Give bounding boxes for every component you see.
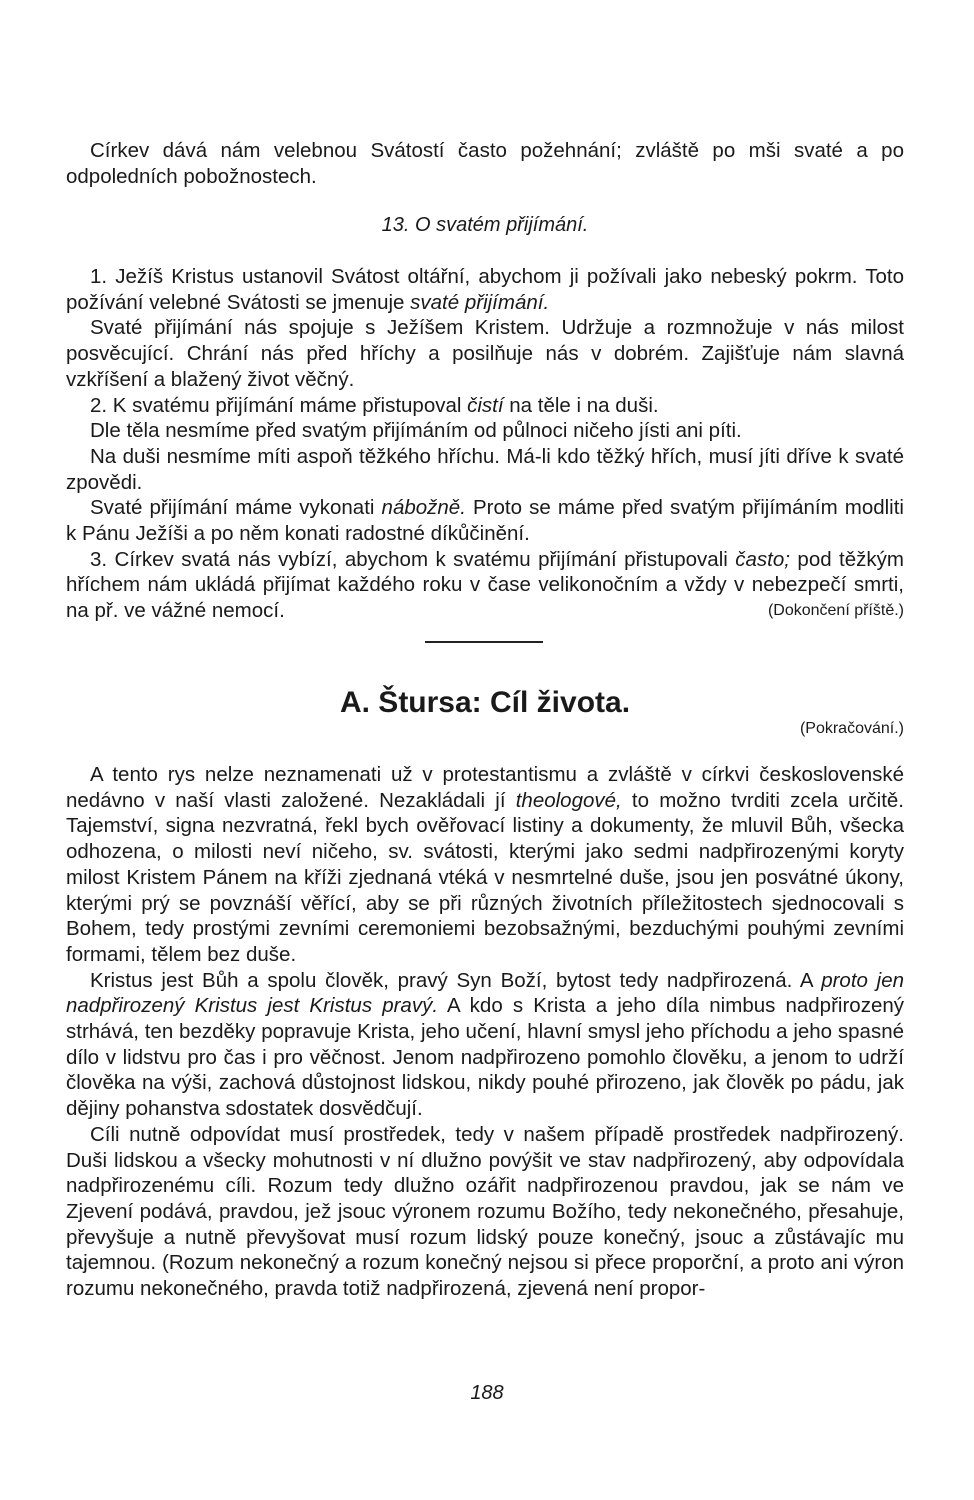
paragraph — [66, 495, 904, 546]
paragraph — [66, 547, 904, 624]
paragraph: Na duši nesmíme míti aspoň těžkého hříchu. Má-li kdo těžký hřích, musí jíti dříve k svaté zpovědi. — [66, 444, 904, 494]
section-divider — [425, 641, 543, 643]
page-number: 188 — [470, 1382, 504, 1404]
text-span: A tento rys nelze neznamenati už v protestantismu a zvláště v církvi československé nedávno v naší vlasti založené. Nezakládali jí — [66, 763, 904, 812]
continued-label: (Pokračování.) — [799, 720, 904, 737]
section-13 — [66, 214, 904, 237]
emphasis: svaté přijímání. — [410, 290, 550, 314]
paragraph — [66, 393, 904, 419]
intro-block — [66, 138, 904, 189]
text-span: 1. Ježíš Kristus ustanovil Svátost oltářní, abychom ji požívali jako nebeský pokrm. Toto požívání velebné Svátosti se jmenuje — [66, 265, 904, 314]
text-span: 2. K svatému přijímání máme přistupoval — [90, 393, 468, 417]
emphasis: theologové, — [515, 788, 622, 812]
section-13-body — [66, 264, 904, 624]
paragraph: Cíli nutně odpovídat musí prostředek, tedy v našem případě prostředek nadpřirozený. Duši lidskou a všecky mohutnosti v ní dlužno povýšit ve stav nadpřirozený, aby odpovídala nadpřirozenému cíli. Rozum tedy dlužno ozářit nadpřirozenou pravdou, jak se nám ve Zjevení podává, pravdou, jež jsouc výronem rozumu Božího, tedy nekonečného, přesahuje, převyšuje a nutně převyšovat musí rozum lidský pouze konečný, jsouc a zůstávajíc mu tajemnou. (Rozum nekonečný a rozum konečný nejsou si přece proporční, a proto ani výron rozumu nekonečného, pravda totiž nadpřirozená, zjevená není propor- — [66, 1122, 904, 1301]
text-span: Proto se máme před svatým přijímáním modliti k Pánu Ježíši a po něm konati radostné díkůčinění. — [66, 496, 904, 546]
emphasis: čistí — [467, 393, 504, 417]
paragraph: Svaté přijímání nás spojuje s Ježíšem Kristem. Udržuje a rozmnožuje v nás milost posvěcující. Chrání nás před hříchy a posilňuje nás v dobrém. Zajišťuje nám slavná vzkříšení a blažený život věčný. — [66, 316, 904, 391]
text-span: pod těžkým hříchem nám ukládá přijímat každého roku v čase velikonočním a vždy v nebezpečí smrti, na př. ve vážné nemocí. — [66, 547, 904, 623]
text-span: Svaté přijímání máme vykonati — [90, 496, 382, 520]
paragraph — [66, 762, 904, 968]
continued-note: (Dokončení příště.) — [767, 602, 904, 620]
article-continued — [66, 720, 904, 738]
article-header — [66, 686, 904, 720]
article-body — [66, 762, 904, 1302]
paragraph: Dle těla nesmíme před svatým přijímáním od půlnoci ničeho jísti ani píti. — [90, 419, 742, 443]
emphasis: nábožně. — [381, 496, 466, 520]
intro-paragraph: Církev dává nám velebnou Svátostí často požehnání; zvláště po mši svaté a po odpoledních pobožnostech. — [66, 139, 904, 188]
text-span: na těle i na duši. — [503, 393, 659, 417]
text-span: 3. Církev svatá nás vybízí, abychom k svatému přijímání přistupovali — [90, 547, 736, 571]
paragraph — [66, 264, 904, 315]
paragraph — [66, 968, 904, 1122]
emphasis: proto jen nadpřirozený Kristus jest Kristus pravý. — [66, 968, 905, 1018]
text-span: to možno tvrditi zcela určitě. Tajemství, signa nezvratná, řekl bych ověřovací listiny a dokumenty, že mluvil Bůh, všecka odhozena, o milosti neví ničeho, sv. svátosti, kterými jako sedmi nadpřirozenými koryty milost Kristem Pánem na kříži zjednaná vtéká v nesmrtelné duše, jsou jen posvátné úkony, kterými prý se povznáší věřící, aby se při různých životních příležitostech sjednocovali s Bohem, tedy prostými zevními ceremoniemi bezobsažnými, bezduchými pouhými zevními formami, tělem bez duše. — [66, 788, 904, 966]
emphasis: často; — [735, 547, 790, 571]
article-title: A. Štursa: Cíl života. — [339, 686, 631, 719]
text-span: Kristus jest Bůh a spolu člověk, pravý Syn Boží, bytost tedy nadpřirozená. A — [90, 968, 822, 992]
text-span: A kdo s Krista a jeho díla nimbus nadpřirozený strhává, ten bezděky popravuje Krista, jeho učení, hlavní smysl jeho příchodu a jeho spasné dílo v lidstvu pro čas i pro věčnost. Jenom nadpřirozeno pomohlo člověku, a jenom to udrží člověka na výši, zachová důstojnost lidskou, nikdy pouhé přirozeno, jak člověk po pádu, jak dějiny pohanstva sdostatek dosvědčují. — [66, 994, 904, 1121]
section-heading: 13. O svatém přijímání. — [381, 214, 589, 236]
